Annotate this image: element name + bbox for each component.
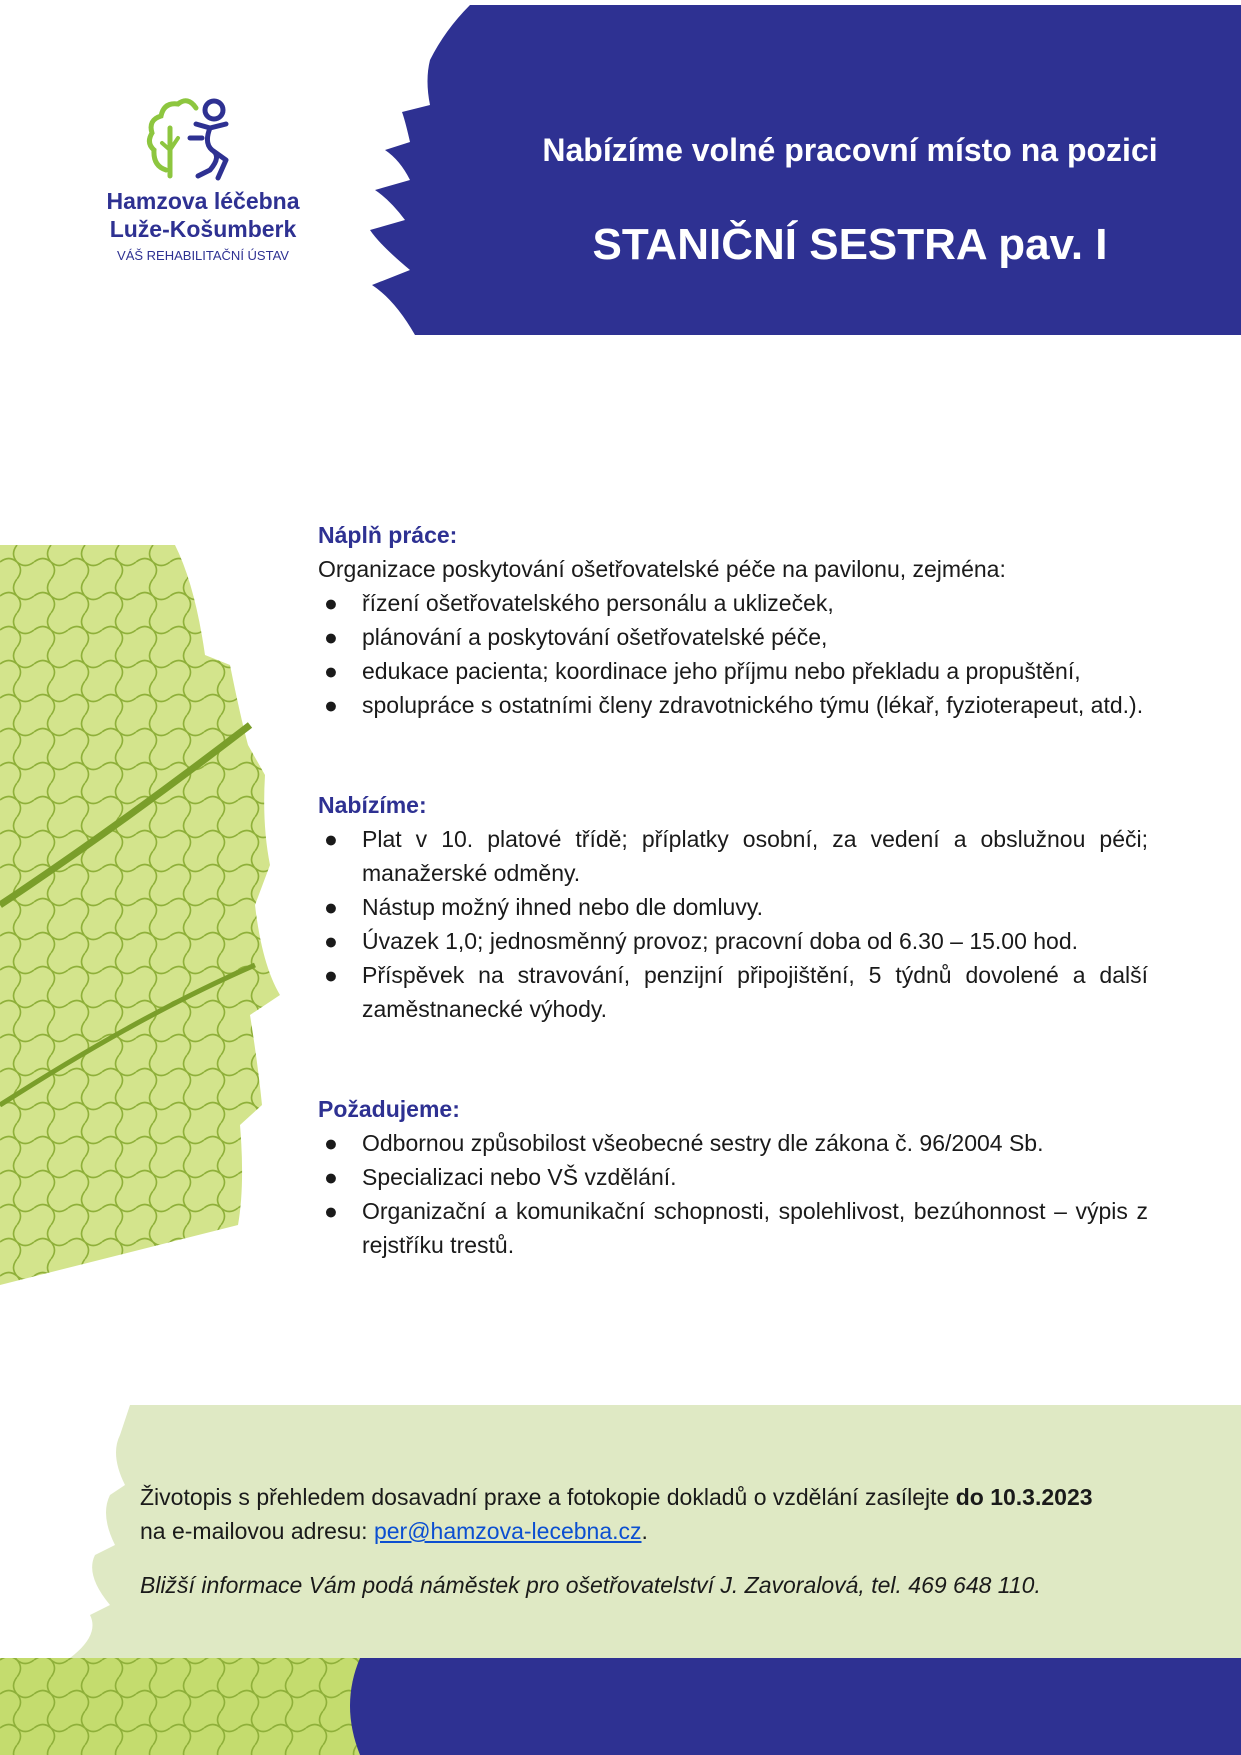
logo <box>98 88 308 268</box>
application-instructions <box>140 1480 1160 1548</box>
logo-name-line2: Luže-Košumberk <box>109 216 297 242</box>
requirements-section <box>318 1092 1148 1262</box>
job-title: STANIČNÍ SESTRA pav. I <box>592 220 1108 269</box>
offer-heading: Nabízíme: <box>318 792 427 818</box>
duties-intro: Organizace poskytování ošetřovatelské péče na pavilonu, zejména: <box>318 556 1006 582</box>
list-item: ● Organizační a komunikační schopnosti, spolehlivost, bezúhonnost – výpis z rejstříku trestů. <box>324 1198 1148 1258</box>
requirements-list <box>318 1126 1148 1262</box>
banner-subtitle: Nabízíme volné pracovní místo na pozici <box>542 132 1158 168</box>
list-item: ● Specializaci nebo VŠ vzdělání. <box>324 1164 677 1190</box>
contact-info: Bližší informace Vám podá náměstek pro ošetřovatelství J. Zavoralová, tel. 469 648 110. <box>140 1572 1041 1598</box>
cv-text: Životopis s přehledem dosavadní praxe a fotokopie dokladů o vzdělání zasílejte <box>140 1484 956 1510</box>
logo-name-line1: Hamzova léčebna <box>106 188 300 214</box>
deadline: do 10.3.2023 <box>955 1484 1093 1510</box>
requirements-heading: Požadujeme: <box>318 1096 460 1122</box>
list-item: ● Odbornou způsobilost všeobecné sestry dle zákona č. 96/2004 Sb. <box>324 1130 1044 1156</box>
duties-list <box>318 586 1148 722</box>
offer-section <box>318 788 1148 1026</box>
offer-list <box>318 822 1148 1026</box>
email-prefix: na e-mailovou adresu: <box>140 1518 374 1544</box>
duties-heading: Náplň práce: <box>318 522 458 548</box>
list-item: ● edukace pacienta; koordinace jeho příjmu nebo překladu a propuštění, <box>324 658 1081 684</box>
list-item: ● Úvazek 1,0; jednosměnný provoz; pracovní doba od 6.30 – 15.00 hod. <box>324 928 1079 954</box>
list-item: ● Nástup možný ihned nebo dle domluvy. <box>324 894 764 920</box>
tree-person-icon <box>98 88 308 188</box>
logo-tagline: VÁŠ REHABILITAČNÍ ÚSTAV <box>117 248 289 263</box>
list-item: ● spolupráce s ostatními členy zdravotnického týmu (lékař, fyzioterapeut, atd.). <box>324 692 1144 718</box>
list-item: ● řízení ošetřovatelského personálu a uklizeček, <box>324 590 834 616</box>
email-link[interactable]: per@hamzova-lecebna.cz <box>373 1518 642 1544</box>
duties-section <box>318 518 1148 722</box>
leaf-decoration-icon <box>0 545 300 1285</box>
job-details <box>318 518 1148 1328</box>
list-item: ● Plat v 10. platové třídě; příplatky osobní, za vedení a obslužnou péči; manažerské odměny. <box>324 826 1148 886</box>
list-item: ● Příspěvek na stravování, penzijní připojištění, 5 týdnů dovolené a další zaměstnanecké výhody. <box>324 962 1148 1022</box>
list-item: ● plánování a poskytování ošetřovatelské péče, <box>324 624 828 650</box>
email-suffix: . <box>641 1518 648 1544</box>
